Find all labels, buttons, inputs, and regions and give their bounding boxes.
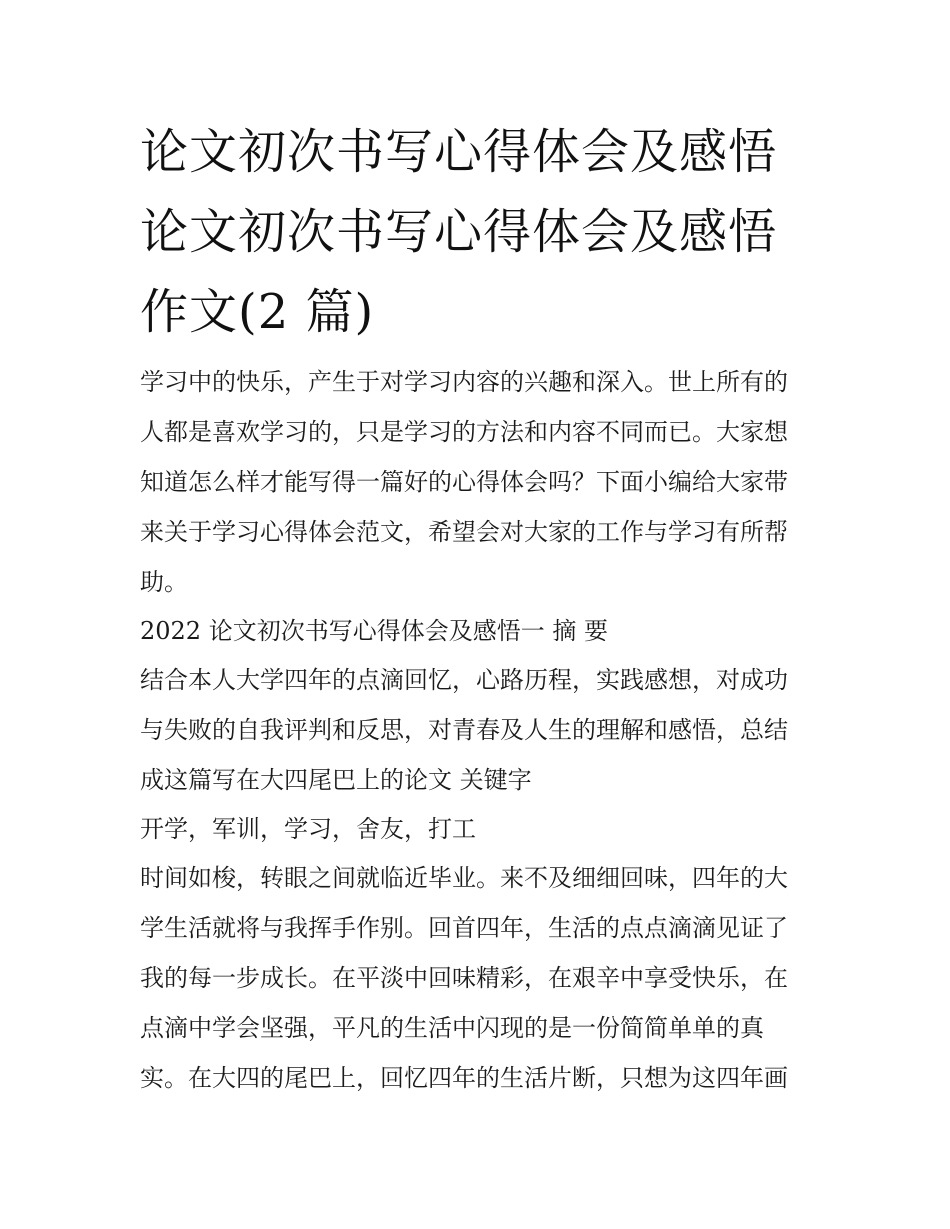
abstract-line-3: 成这篇写在大四尾巴上的论文 关键字 [140,766,532,794]
intro-line-5: 助。 [140,568,188,596]
abstract-line-1: 结合本人大学四年的点滴回忆，心路历程，实践感想，对成功 [140,666,788,694]
section-heading [140,607,820,655]
intro-line-1: 学习中的快乐，产生于对学习内容的兴趣和深入。世上所有的 [140,368,788,396]
body-line-5: 实。在大四的尾巴上，回忆四年的生活片断，只想为这四年画 [140,1064,788,1092]
abstract-paragraph [140,655,820,805]
body-line-4: 点滴中学会坚强，平凡的生活中闪现的是一份简简单单的真 [140,1014,764,1042]
title-line-2: 论文初次书写心得体会及感悟 [140,204,778,260]
keywords-paragraph [140,805,820,853]
intro-paragraph [140,357,820,607]
keywords-text: 开学，军训，学习，舍友，打工 [140,815,476,843]
title-line-3: 作文(2 篇) [140,284,375,340]
body-paragraph [140,853,820,1103]
abstract-line-2: 与失败的自我评判和反思，对青春及人生的理解和感悟，总结 [140,716,788,744]
body-line-3: 我的每一步成长。在平淡中回味精彩，在艰辛中享受快乐，在 [140,964,788,992]
body-line-1: 时间如梭，转眼之间就临近毕业。来不及细细回味，四年的大 [140,864,788,892]
document-title [140,112,820,352]
body-line-2: 学生活就将与我挥手作别。回首四年，生活的点点滴滴见证了 [140,914,788,942]
intro-line-4: 来关于学习心得体会范文，希望会对大家的工作与学习有所帮 [140,518,788,546]
section-heading-text: 2022 论文初次书写心得体会及感悟一 摘 要 [140,617,608,645]
title-line-1: 论文初次书写心得体会及感悟 [140,124,778,180]
intro-line-2: 人都是喜欢学习的，只是学习的方法和内容不同而已。大家想 [140,418,788,446]
intro-line-3: 知道怎么样才能写得一篇好的心得体会吗？下面小编给大家带 [140,468,788,496]
document-body [140,357,820,1103]
